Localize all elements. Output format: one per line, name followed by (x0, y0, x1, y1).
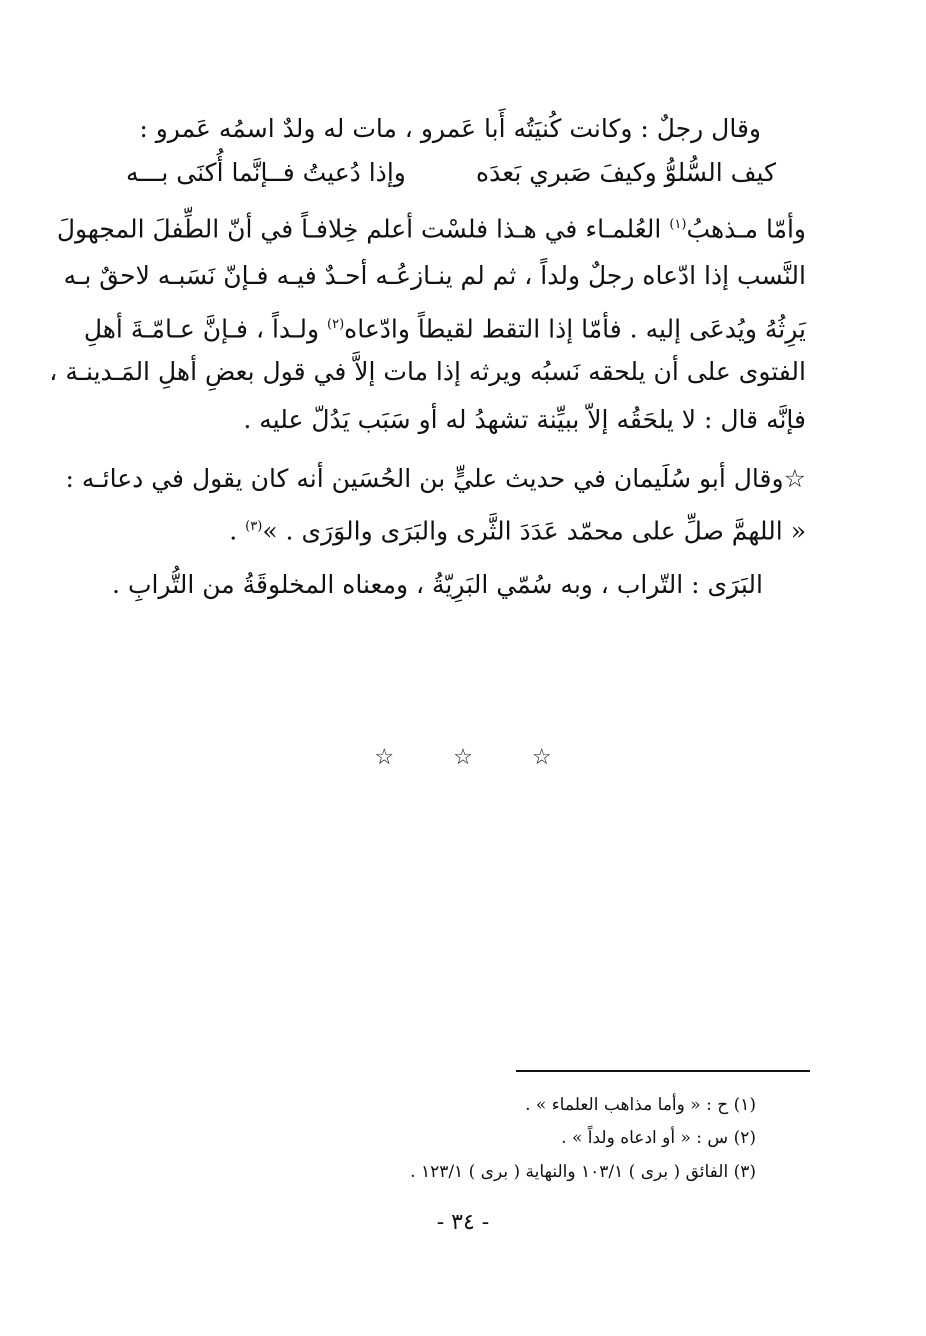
footnote-ref-3: (٣) (245, 519, 263, 534)
text-line-5-rest: ولـداً ، فـإنَّ عـامّـةَ أهلِ (83, 314, 327, 344)
text-line-4: النَّسب إذا ادّعاه رجلٌ ولداً ، ثم لم ينـازعُـه أحـدٌ فيـه فـإنّ نَسَبـه لاحقٌ بـه (63, 261, 806, 290)
footnote-2: (٢) س : « أو ادعاه ولداً » . (561, 1128, 756, 1148)
footnote-ref-1: (١) (669, 217, 687, 232)
star-icon: ☆ (374, 745, 395, 770)
footnote-1: (١) ح : « وأما مذاهب العلماء » . (525, 1095, 756, 1115)
poetry-verse (126, 156, 776, 190)
text-line-9-quote: « اللهمَّ صلِّ على محمّد عَدَدَ الثَّرى والبَرَى والوَرَى . » (262, 516, 806, 546)
verse-second-hemistich: وإذا دُعيتُ فــإنَّما أُكنَى بـــه (126, 158, 406, 187)
section-separator (0, 745, 926, 770)
footnote-divider (516, 1070, 810, 1072)
text-line-9 (229, 510, 806, 548)
text-line-5 (83, 308, 806, 346)
page-number: - ٣٤ - (436, 1210, 490, 1235)
text-line-7: فإنَّه قال : لا يلحَقُه إلاّ ببيِّنة تشهدُ له أو سَبَب يَدُلّ عليه . (243, 405, 806, 434)
text-line-3-start: وأمّا مـذهبُ (686, 214, 806, 244)
text-line-1: وقال رجلٌ : وكانت كُنيَتُه أَبا عَمرو ، مات له ولدٌ اسمُه عَمرو : (139, 114, 761, 143)
text-line-5-start: يَرِثُهُ ويُدعَى إليه . فأمّا إذا التقط لقيطاً وادّعاه (344, 314, 806, 344)
text-line-3 (56, 208, 806, 246)
text-line-8: ☆وقال أبو سُلَيمان في حديث عليٍّ بن الحُسَين أنه كان يقول في دعائـه : (65, 464, 806, 493)
text-line-9-end: . (229, 516, 246, 546)
text-line-6: الفتوى على أن يلحقه نَسبُه ويرثه إذا مات إلاَّ في قول بعضِ أهلِ المَـدينـة ، (49, 357, 806, 386)
footnote-3: (٣) الفائق ( برى ) ١٠٣/١ والنهاية ( برى ) ١٢٣/١ . (410, 1162, 756, 1182)
text-line-10: البَرَى : التّراب ، وبه سُمّي البَرِيّةُ ، ومعناه المخلوقَةُ من التُّرابِ . (112, 570, 763, 599)
star-icon: ☆ (453, 745, 473, 770)
footnote-ref-2: (٢) (327, 317, 345, 332)
verse-first-hemistich: كيف السُّلوُّ وكيفَ صَبري بَعدَه (476, 158, 776, 187)
star-icon: ☆ (531, 745, 552, 770)
text-line-3-rest: العُلمـاء في هـذا فلسْت أعلم خِلافـاً في أنّ الطِّفلَ المجهولَ (56, 214, 670, 244)
